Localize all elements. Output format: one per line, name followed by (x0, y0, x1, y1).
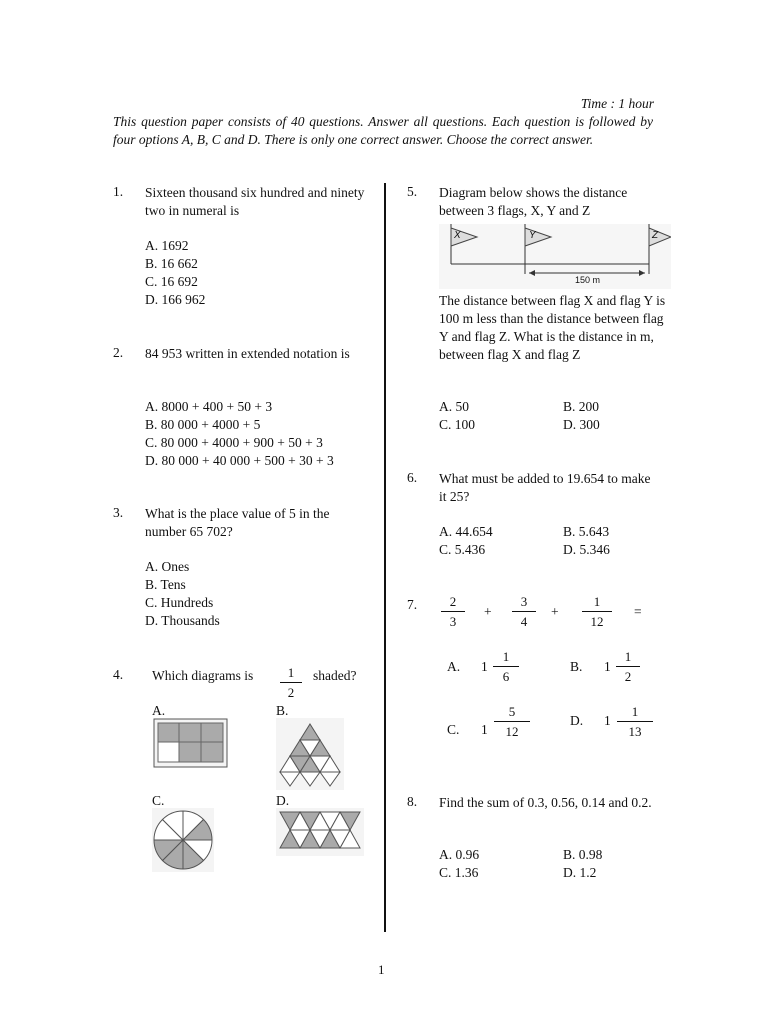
question-number: 6. (407, 470, 418, 485)
option: B. 0.98 (563, 847, 603, 862)
question-number: 3. (113, 505, 124, 520)
mixed-whole: 1 (481, 722, 488, 737)
question-number: 4. (113, 667, 124, 682)
question-number: 1. (113, 184, 124, 199)
plus-sign: + (551, 604, 559, 619)
question-number: 7. (407, 597, 418, 612)
flag-y-label: Y (529, 230, 536, 241)
flags-diagram (439, 224, 671, 289)
option: D. Thousands (145, 613, 220, 628)
question-text: 84 953 written in extended notation is (145, 346, 350, 361)
fraction: 1 13 (617, 704, 653, 739)
time-label: Time : 1 hour (580, 96, 654, 111)
option-label: B. (276, 703, 289, 718)
mixed-whole: 1 (481, 659, 488, 674)
fraction: 1 6 (493, 649, 519, 684)
diagram-b-triangle (276, 718, 344, 790)
option: A. 44.654 (439, 524, 493, 539)
options-list (145, 558, 220, 630)
mixed-whole: 1 (604, 659, 611, 674)
option-label: D. (276, 793, 290, 808)
question-text: Find the sum of 0.3, 0.56, 0.14 and 0.2. (439, 795, 652, 810)
fraction: 2 3 (441, 594, 465, 629)
diagram-d-triangles (276, 808, 364, 856)
question-number: 8. (407, 794, 418, 809)
option: B. 16 662 (145, 256, 198, 271)
option-label: A. (152, 703, 166, 718)
instructions: This question paper consists of 40 questions. Answer all questions. Each question is followed by four options A, B, C and D. There is only one correct answer. Choose the correct answer. (113, 114, 653, 147)
option-label: C. (447, 722, 460, 737)
page-number: 1 (378, 962, 385, 977)
option: B. Tens (145, 577, 186, 592)
option-label: D. (570, 713, 584, 728)
option: C. 80 000 + 4000 + 900 + 50 + 3 (145, 435, 323, 450)
option: B. 200 (563, 399, 600, 414)
question-text: What is the place value of 5 in the number 65 702? (145, 506, 330, 539)
diagram-a-rectangle (153, 718, 228, 768)
option: A. 50 (439, 399, 469, 414)
option: A. 8000 + 400 + 50 + 3 (145, 399, 273, 414)
fraction: 3 4 (512, 594, 536, 629)
column-divider (384, 183, 386, 932)
option: D. 1.2 (563, 865, 597, 880)
diagram-c-circle (152, 808, 214, 872)
question-text: Sixteen thousand six hundred and ninety two in numeral is (145, 185, 365, 218)
option: A. 1692 (145, 238, 189, 253)
question-text: Which diagrams is (152, 668, 254, 683)
flag-z-label: Z (652, 230, 659, 241)
question-text: What must be added to 19.654 to make it 25? (439, 471, 651, 504)
option: D. 80 000 + 40 000 + 500 + 30 + 3 (145, 453, 334, 468)
option: A. Ones (145, 559, 190, 574)
option-label: C. (152, 793, 165, 808)
plus-sign: + (484, 604, 492, 619)
fraction: 1 12 (582, 594, 612, 629)
distance-label: 150 m (575, 275, 601, 285)
option: B. 5.643 (563, 524, 610, 539)
option: C. 16 692 (145, 274, 198, 289)
option: D. 5.346 (563, 542, 610, 557)
fraction: 5 12 (494, 704, 530, 739)
question-text: The distance between flag X and flag Y is 100 m less than the distance between flag Y and flag Z. What is the distance in m, between flag X and flag Z (439, 293, 666, 362)
option: D. 166 962 (145, 292, 206, 307)
question-number: 2. (113, 345, 124, 360)
fraction-half: 1 2 (280, 665, 302, 700)
mixed-whole: 1 (604, 713, 611, 728)
option: C. 100 (439, 417, 476, 432)
option-label: A. (447, 659, 461, 674)
option: C. 5.436 (439, 542, 486, 557)
option: B. 80 000 + 4000 + 5 (145, 417, 261, 432)
flag-x-label: X (454, 230, 461, 241)
fraction: 1 2 (616, 649, 640, 684)
option: C. 1.36 (439, 865, 479, 880)
options-list (145, 237, 205, 309)
option: D. 300 (563, 417, 600, 432)
question-number: 5. (407, 184, 418, 199)
option-label: B. (570, 659, 583, 674)
option: A. 0.96 (439, 847, 480, 862)
options-list (145, 398, 334, 470)
question-text: shaded? (313, 668, 357, 683)
question-text: Diagram below shows the distance between 3 flags, X, Y and Z (439, 185, 628, 218)
equals-sign: = (634, 604, 642, 619)
option: C. Hundreds (145, 595, 214, 610)
